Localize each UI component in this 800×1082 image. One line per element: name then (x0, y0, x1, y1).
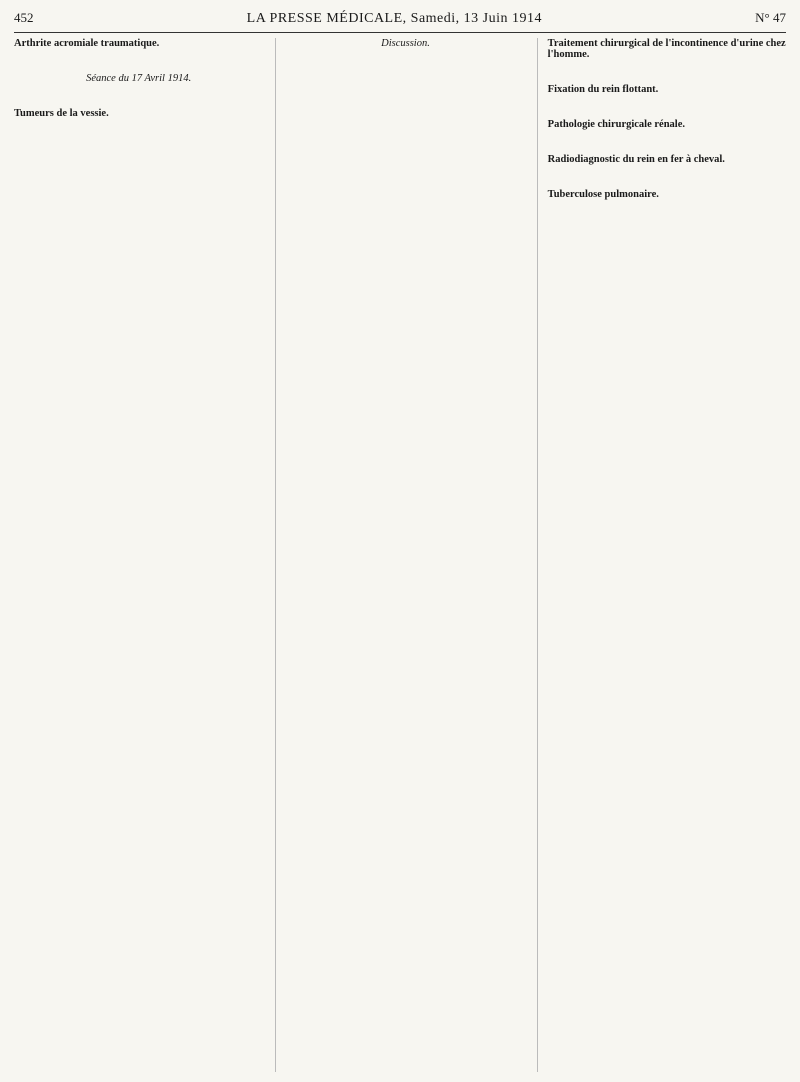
article-heading: Tuberculose pulmonaire. (547, 189, 659, 200)
column-3 (537, 38, 786, 1072)
article-body (548, 133, 786, 144)
article-heading: Fixation du rein flottant. (547, 84, 659, 95)
article-block (548, 189, 786, 214)
article-block (14, 73, 263, 98)
article-heading: Traitement chirurgical de l'incontinence d'urine chez l'homme. (547, 38, 786, 60)
article-body (286, 52, 524, 63)
column-2 (275, 38, 524, 1072)
session-date-heading: Séance du 17 Avril 1914. (86, 73, 192, 84)
article-body (548, 63, 786, 74)
column-1 (14, 38, 263, 1072)
article-heading: Radiodiagnostic du rein en fer à cheval. (547, 154, 725, 165)
article-body (548, 203, 786, 214)
article-block (286, 38, 524, 63)
article-block (14, 108, 263, 133)
article-body (548, 98, 786, 109)
article-heading: Tumeurs de la vessie. (14, 108, 109, 119)
article-block (548, 119, 786, 144)
article-block (548, 84, 786, 109)
page-header (14, 10, 786, 33)
article-block (14, 38, 263, 63)
text-columns (14, 38, 786, 1072)
article-heading: Arthrite acromiale traumatique. (14, 38, 160, 49)
article-heading: Pathologie chirurgicale rénale. (547, 119, 685, 130)
page-number: 452 (14, 10, 34, 25)
article-block (548, 154, 786, 179)
article-body (548, 168, 786, 179)
article-body (14, 87, 263, 98)
issue-number: N° 47 (755, 10, 786, 25)
journal-title: LA PRESSE MÉDICALE, Samedi, 13 Juin 1914 (246, 11, 542, 26)
section-heading: Discussion. (381, 38, 430, 49)
article-body (14, 122, 263, 133)
article-block (548, 38, 786, 74)
article-body (14, 52, 263, 63)
